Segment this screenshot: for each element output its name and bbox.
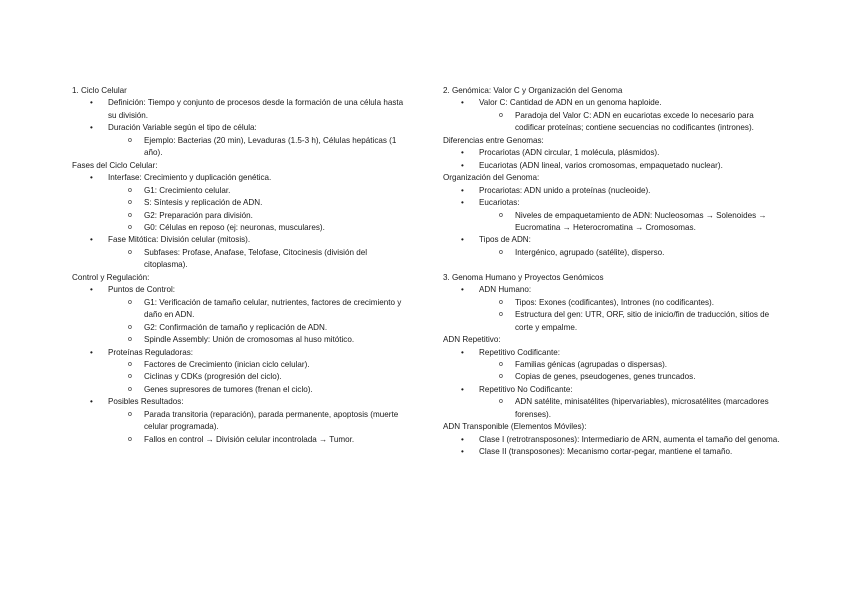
item-text: Valor C: Cantidad de ADN en un genoma haploide. xyxy=(479,98,662,108)
list-item xyxy=(72,97,412,122)
list-item xyxy=(443,384,783,396)
item-text: Factores de Crecimiento (inician ciclo celular). xyxy=(144,359,310,369)
bullet-icon: • xyxy=(90,123,93,133)
item-text: Posibles Resultados: xyxy=(108,397,184,407)
item-text: Procariotas: ADN unido a proteínas (nucleoide). xyxy=(479,185,651,195)
list-item xyxy=(443,147,783,159)
item-text: ADN Transponible (Elementos Móviles): xyxy=(443,422,587,432)
item-text: Duración Variable según el tipo de célula: xyxy=(108,123,257,133)
item-text: ADN Humano: xyxy=(479,285,532,295)
sub-bullet-icon: o xyxy=(499,111,503,119)
item-text: Fallos en control → División celular incontrolada → Tumor. xyxy=(144,434,355,444)
item-text: Eucariotas: xyxy=(479,198,520,208)
item-text: Organización del Genoma: xyxy=(443,173,540,183)
bullet-icon: • xyxy=(461,434,464,444)
item-text: Genes supresores de tumores (frenan el ciclo). xyxy=(144,384,313,394)
subheading xyxy=(72,160,412,172)
item-text: G0: Células en reposo (ej: neuronas, musculares). xyxy=(144,222,325,232)
sub-bullet-icon: o xyxy=(128,223,132,231)
item-text: Eucariotas (ADN lineal, varios cromosomas, empaquetado nuclear). xyxy=(479,160,723,170)
item-text: Proteínas Reguladoras: xyxy=(108,347,194,357)
list-item xyxy=(72,334,412,346)
list-item xyxy=(72,396,412,408)
item-text: Diferencias entre Genomas: xyxy=(443,135,544,145)
item-text: G2: Preparación para división. xyxy=(144,210,253,220)
bullet-icon: • xyxy=(461,347,464,357)
bullet-icon: • xyxy=(90,347,93,357)
sub-bullet-icon: o xyxy=(128,373,132,381)
list-item xyxy=(443,359,783,371)
bullet-icon: • xyxy=(461,98,464,108)
bullet-icon: • xyxy=(461,198,464,208)
sub-bullet-icon: o xyxy=(128,248,132,256)
sub-bullet-icon: o xyxy=(128,435,132,443)
item-text: Fase Mitótica: División celular (mitosis). xyxy=(108,235,251,245)
list-item xyxy=(72,297,412,322)
item-text: Tipos: Exones (codificantes), Intrones (no codificantes). xyxy=(515,297,714,307)
bullet-icon: • xyxy=(461,235,464,245)
list-item xyxy=(443,234,783,246)
item-text: Estructura del gen: UTR, ORF, sitio de inicio/fin de traducción, sitios de corte y empalme. xyxy=(515,310,770,332)
sub-bullet-icon: o xyxy=(499,298,503,306)
item-text: Repetitivo No Codificante: xyxy=(479,384,573,394)
right-items xyxy=(443,97,783,458)
item-text: Parada transitoria (reparación), parada permanente, apoptosis (muerte celular programada). xyxy=(144,409,399,432)
list-item xyxy=(72,122,412,134)
list-item xyxy=(443,185,783,197)
sub-bullet-icon: o xyxy=(128,199,132,207)
sub-bullet-icon: o xyxy=(499,211,503,219)
list-item xyxy=(443,371,783,383)
list-item xyxy=(72,409,412,434)
item-text: G1: Crecimiento celular. xyxy=(144,185,231,195)
sub-bullet-icon: o xyxy=(128,211,132,219)
bullet-icon: • xyxy=(461,160,464,170)
sub-bullet-icon: o xyxy=(128,323,132,331)
right-column xyxy=(443,85,783,459)
subheading xyxy=(443,272,783,284)
sub-bullet-icon: o xyxy=(128,385,132,393)
list-item xyxy=(443,347,783,359)
item-text: 3. Genoma Humano y Proyectos Genómicos xyxy=(443,272,604,282)
sub-bullet-icon: o xyxy=(128,410,132,418)
list-item xyxy=(72,384,412,396)
sub-bullet-icon: o xyxy=(128,136,132,144)
sub-bullet-icon: o xyxy=(128,336,132,344)
item-text: Repetitivo Codificante: xyxy=(479,347,560,357)
list-item xyxy=(443,284,783,296)
section-heading-ciclo-celular: 1. Ciclo Celular xyxy=(72,86,127,95)
sub-bullet-icon: o xyxy=(499,311,503,319)
list-item xyxy=(72,347,412,359)
list-item xyxy=(443,160,783,172)
bullet-icon: • xyxy=(461,384,464,394)
subheading xyxy=(443,421,783,433)
list-item xyxy=(72,359,412,371)
item-text: Ejemplo: Bacterias (20 min), Levaduras (1.5-3 h), Células hepáticas (1 año). xyxy=(144,135,397,158)
item-text: Intergénico, agrupado (satélite), disperso. xyxy=(515,247,665,257)
subheading xyxy=(443,172,783,184)
list-item xyxy=(443,297,783,309)
left-items xyxy=(72,97,412,446)
item-text: Familias génicas (agrupadas o dispersas). xyxy=(515,359,668,369)
item-text: Subfases: Profase, Anafase, Telofase, Citocinesis (división del citoplasma). xyxy=(144,247,367,270)
list-item xyxy=(72,172,412,184)
section-heading-genomica: 2. Genómica: Valor C y Organización del Genoma xyxy=(443,86,623,95)
sub-bullet-icon: o xyxy=(499,398,503,406)
list-item xyxy=(443,434,783,446)
bullet-icon: • xyxy=(90,285,93,295)
bullet-icon: • xyxy=(461,285,464,295)
item-text: Puntos de Control: xyxy=(108,285,176,295)
bullet-icon: • xyxy=(90,397,93,407)
item-text: Niveles de empaquetamiento de ADN: Nucleosomas → Solenoides → Eucromatina → Heterocromatina → Cromosomas. xyxy=(515,210,767,232)
spacer xyxy=(443,259,783,271)
item-text: Ciclinas y CDKs (progresión del ciclo). xyxy=(144,372,282,382)
list-item xyxy=(72,197,412,209)
bullet-icon: • xyxy=(90,235,93,245)
left-column xyxy=(72,85,412,446)
list-item xyxy=(72,222,412,234)
sub-bullet-icon: o xyxy=(499,373,503,381)
bullet-icon: • xyxy=(90,98,93,108)
item-text: Definición: Tiempo y conjunto de procesos desde la formación de una célula hasta su división. xyxy=(108,98,404,120)
subheading xyxy=(72,272,412,284)
item-text: Fases del Ciclo Celular: xyxy=(72,160,158,170)
sub-bullet-icon: o xyxy=(128,186,132,194)
subheading xyxy=(443,334,783,346)
list-item xyxy=(443,97,783,109)
bullet-icon: • xyxy=(90,173,93,183)
item-text: Clase I (retrotransposones): Intermediario de ARN, aumenta el tamaño del genoma. xyxy=(479,434,780,444)
list-item xyxy=(443,110,783,135)
list-item xyxy=(443,210,783,235)
item-text: Control y Regulación: xyxy=(72,272,150,282)
item-text: Paradoja del Valor C: ADN en eucariotas excede lo necesario para codificar proteínas; contiene secuencias no codificantes (intrones). xyxy=(515,110,754,133)
bullet-icon: • xyxy=(461,148,464,158)
list-item xyxy=(72,322,412,334)
item-text: G1: Verificación de tamaño celular, nutrientes, factores de crecimiento y daño en ADN. xyxy=(144,297,402,320)
bullet-icon: • xyxy=(461,447,464,457)
item-text: Tipos de ADN: xyxy=(479,235,531,245)
item-text: Procariotas (ADN circular, 1 molécula, plásmidos). xyxy=(479,148,660,158)
sub-bullet-icon: o xyxy=(128,360,132,368)
item-text: ADN satélite, minisatélites (hipervariables), microsatélites (marcadores forenses). xyxy=(515,397,769,419)
list-item xyxy=(72,284,412,296)
item-text: ADN Repetitivo: xyxy=(443,335,501,345)
list-item xyxy=(443,197,783,209)
item-text: G2: Confirmación de tamaño y replicación de ADN. xyxy=(144,322,328,332)
list-item xyxy=(443,247,783,259)
item-text: S: Síntesis y replicación de ADN. xyxy=(144,198,263,208)
sub-bullet-icon: o xyxy=(499,248,503,256)
list-item xyxy=(443,309,783,334)
item-text: Spindle Assembly: Unión de cromosomas al huso mitótico. xyxy=(144,335,355,345)
sub-bullet-icon: o xyxy=(128,298,132,306)
bullet-icon: • xyxy=(461,185,464,195)
item-text: Interfase: Crecimiento y duplicación genética. xyxy=(108,173,272,183)
list-item xyxy=(72,247,412,272)
subheading xyxy=(443,135,783,147)
list-item xyxy=(72,434,412,446)
list-item xyxy=(72,185,412,197)
list-item xyxy=(72,135,412,160)
list-item xyxy=(443,446,783,458)
sub-bullet-icon: o xyxy=(499,360,503,368)
list-item xyxy=(72,371,412,383)
item-text: Clase II (transposones): Mecanismo cortar-pegar, mantiene el tamaño. xyxy=(479,447,733,457)
list-item xyxy=(72,234,412,246)
list-item xyxy=(443,396,783,421)
item-text: Copias de genes, pseudogenes, genes truncados. xyxy=(515,372,696,382)
list-item xyxy=(72,210,412,222)
